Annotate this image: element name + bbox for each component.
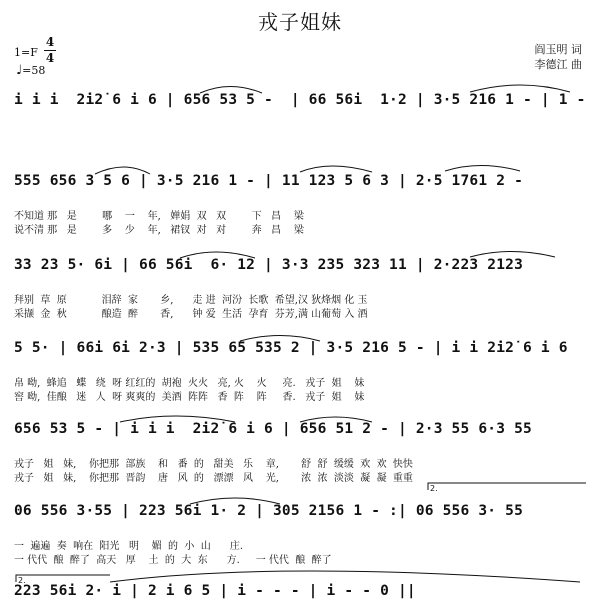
volta-number: 2.	[18, 576, 26, 585]
lyrics-verse-2: 戎子 姐 妹, 你把那 晋韵 唐 风 的 漂漂 风 光, 浓 浓 淡淡 凝 凝 重重	[14, 473, 413, 484]
slur-mark	[190, 498, 280, 504]
lyrics-verse-2: 采撷 金 秋 酿造 醉 香, 钟 爱 生活 孕育 芬芳,满 山葡萄 入 酒	[14, 309, 368, 320]
slur-mark	[470, 252, 555, 258]
slur-mark	[470, 85, 570, 92]
volta-bracket-2	[428, 483, 586, 490]
tempo-value: =58	[22, 64, 46, 77]
slur-mark	[240, 336, 320, 342]
time-top: 4	[45, 35, 55, 49]
time-bottom: 4	[45, 51, 55, 65]
lyrics-verse-1: 戎子 姐 妹, 你把那 部族 和 番 的 甜美 乐 章, 舒 舒 缓缓 欢 欢 快快	[14, 459, 413, 470]
lyrics-verse-1: 一 遍遍 奏 响在 阳光 明 媚 的 小 山 庄.	[14, 541, 244, 552]
lyrics-verse-2: 一 代代 酿 醉了 高天 厚 土 的 大 东 方. 一 代代 酿 醉了	[14, 555, 332, 566]
key-label: 1=F	[14, 46, 38, 59]
slur-mark	[180, 252, 255, 258]
slur-mark	[445, 166, 520, 172]
slur-mark	[110, 571, 580, 582]
notes-line: 33 23 5· 6i | 66 56i 6· 12 | 3·3 235 323 11 | 2·223 2123	[14, 257, 523, 273]
slur-mark	[95, 167, 150, 174]
notes-line: 06 556 3·55 | 223 56i 1· 2 | 305 2156 1 - :| 06 556 3· 55	[14, 503, 523, 519]
notes-line: 555 656 3 5 6 | 3·5 216 1 - | 11 123 5 6 3 | 2·5 1761 2 -	[14, 173, 523, 189]
song-title: 戎子姐妹	[258, 10, 342, 34]
lyrics-verse-2: 说不清 那 是 多 少 年, 裙钗 对 对 奔 昌 梁	[14, 225, 304, 236]
slur-mark	[120, 416, 235, 422]
slur-mark	[300, 166, 372, 172]
notes-line: 5 5· | 66i 6i 2·3 | 535 65 535 2 | 3·5 216 5 - | i i 2̇i2̇ 6 i 6	[14, 340, 568, 356]
notes-line: 223 56i 2· i | 2 i 6 5 | i - - - | i - - 0 ||	[14, 583, 416, 599]
slur-mark	[200, 87, 262, 94]
volta-bracket-2	[16, 575, 110, 582]
quarter-note-icon: ♩	[16, 63, 23, 78]
notes-line: 656 53 5 - | i i i 2̇i2̇ 6 i 6 | 656 51 2 - | 2·3 55 6·3 55	[14, 421, 532, 437]
notes-line: i i i 2̇i2̇ 6 i 6 | 656 53 5 - | 66 56i 1·2 | 3·5 216 1 - | 1 -	[14, 92, 586, 108]
lyricist-credit: 阎玉明 词	[534, 43, 582, 56]
lyrics-verse-2: 窖 呦, 佳酿 迷 人 呀 爽爽的 美酒 阵阵 香 阵 阵 香. 戎子 姐 妹	[14, 392, 365, 403]
lyrics-verse-1: 不知道 那 是 哪 一 年, 婵娟 双 双 下 昌 梁	[14, 211, 304, 222]
slur-mark	[300, 417, 372, 422]
lyrics-verse-1: 帛 呦, 蜂追 蝶 绕 呀 红红的 胡袍 火火 亮, 火 火 亮. 戎子 姐 妹	[14, 378, 365, 389]
lyrics-verse-1: 拜别 草 原 泪辞 家 乡, 走 进 河汾 长歌 希望,汉 狄烽烟 化 玉	[14, 295, 368, 306]
composer-credit: 李德江 曲	[534, 58, 582, 71]
volta-number: 2.	[430, 484, 438, 493]
